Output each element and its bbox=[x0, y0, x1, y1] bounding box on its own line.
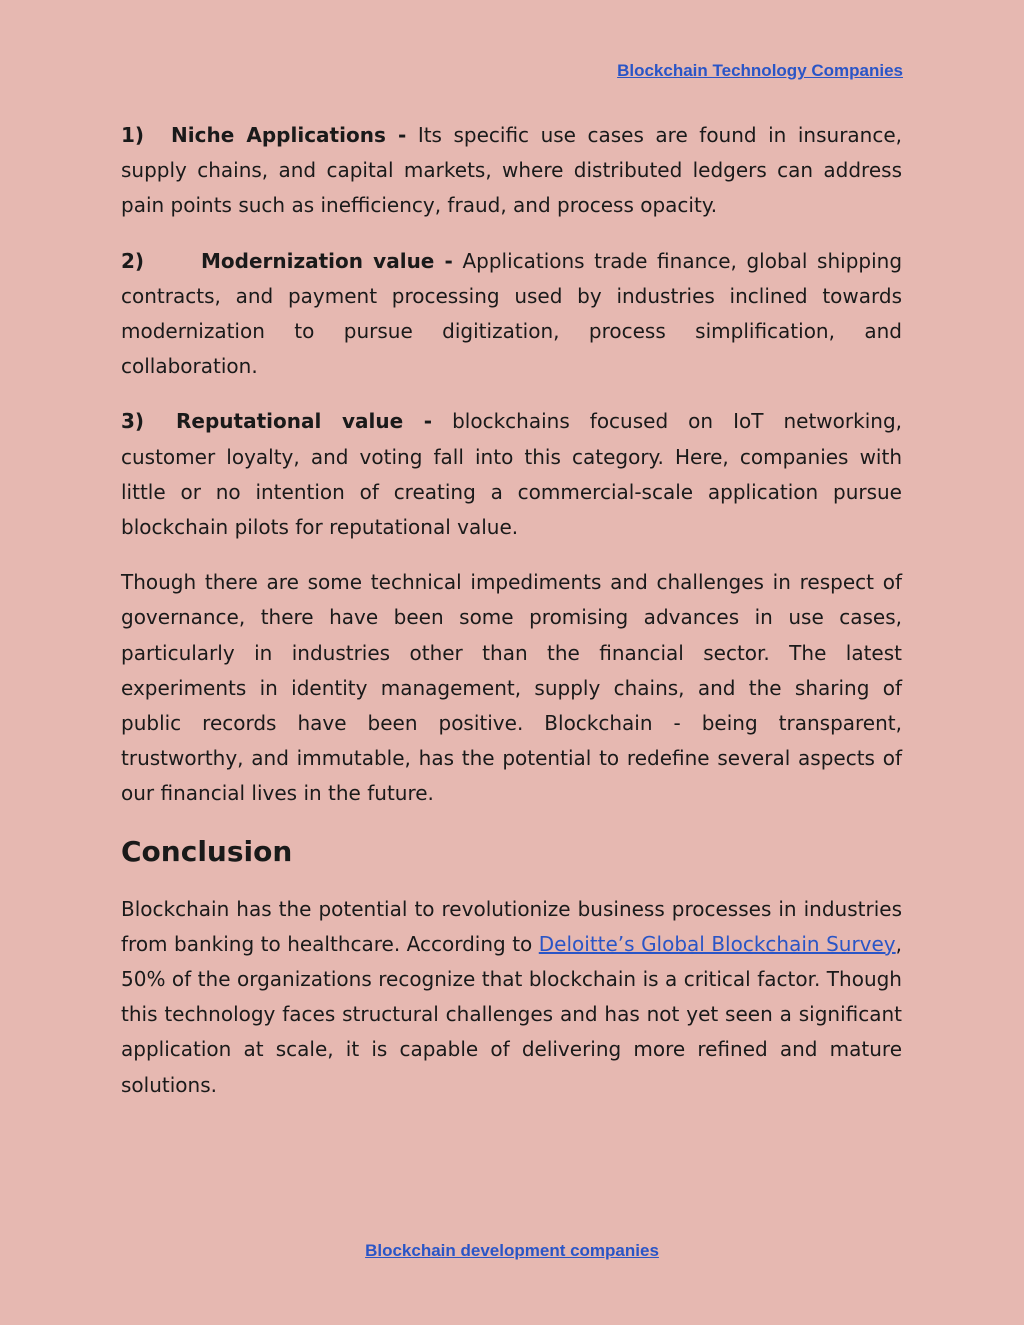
conclusion-heading: Conclusion bbox=[121, 834, 293, 868]
list-item-term: Modernization value - bbox=[201, 248, 453, 273]
list-item-text: Its specific use cases are found in insurance, supply chains, and capital markets, where distributed ledgers can address pain points such as inefficiency, fraud, and process opacity. bbox=[121, 123, 903, 218]
footer-link-blockchain-development-companies[interactable]: Blockchain development companies bbox=[365, 1241, 659, 1260]
list-item-term: Reputational value - bbox=[176, 409, 433, 434]
body-paragraph: Though there are some technical impediments and challenges in respect of governance, there have been some promising advances in use cases, particularly in industries other than the financial sector. The latest experiments in identity management, supply chains, and the sharing of public records have been positive. Blockchain - being transparent, trustworthy, and immutable, has the potential to redefine several aspects of our financial lives in the future. bbox=[121, 570, 902, 806]
list-item-number: 2) bbox=[121, 248, 145, 273]
list-item-number: 3) bbox=[121, 409, 145, 434]
conclusion-text-before-link: Blockchain has the potential to revolutionize business processes in industries from banking to healthcare. According to bbox=[121, 896, 902, 956]
document-body bbox=[121, 118, 902, 1123]
list-item bbox=[121, 404, 902, 545]
list-item-number: 1) bbox=[121, 123, 145, 147]
conclusion-paragraph bbox=[121, 892, 902, 1103]
header-link-blockchain-technology-companies[interactable]: Blockchain Technology Companies bbox=[617, 61, 903, 80]
list-item bbox=[121, 118, 902, 224]
list-item bbox=[121, 244, 902, 385]
list-item-term: Niche Applications - bbox=[171, 123, 407, 147]
conclusion-text-after-link: , 50% of the organizations recognize that blockchain is a critical factor. Though this technology faces structural challenges and has not yet seen a significant application at scale, it is capable of delivering more refined and mature solutions. bbox=[121, 931, 902, 1097]
list-item-text: blockchains focused on IoT networking, customer loyalty, and voting fall into this category. Here, companies with little or no intention of creating a commercial-scale application pursue blockchain pilots for reputational value. bbox=[121, 409, 902, 540]
footer bbox=[0, 1241, 1024, 1261]
list-item-text: Applications trade finance, global shipping contracts, and payment processing used by industries inclined towards modernization to pursue digitization, process simplification, and collaboration. bbox=[121, 248, 903, 379]
deloitte-survey-link[interactable]: Deloitte’s Global Blockchain Survey bbox=[538, 931, 896, 956]
